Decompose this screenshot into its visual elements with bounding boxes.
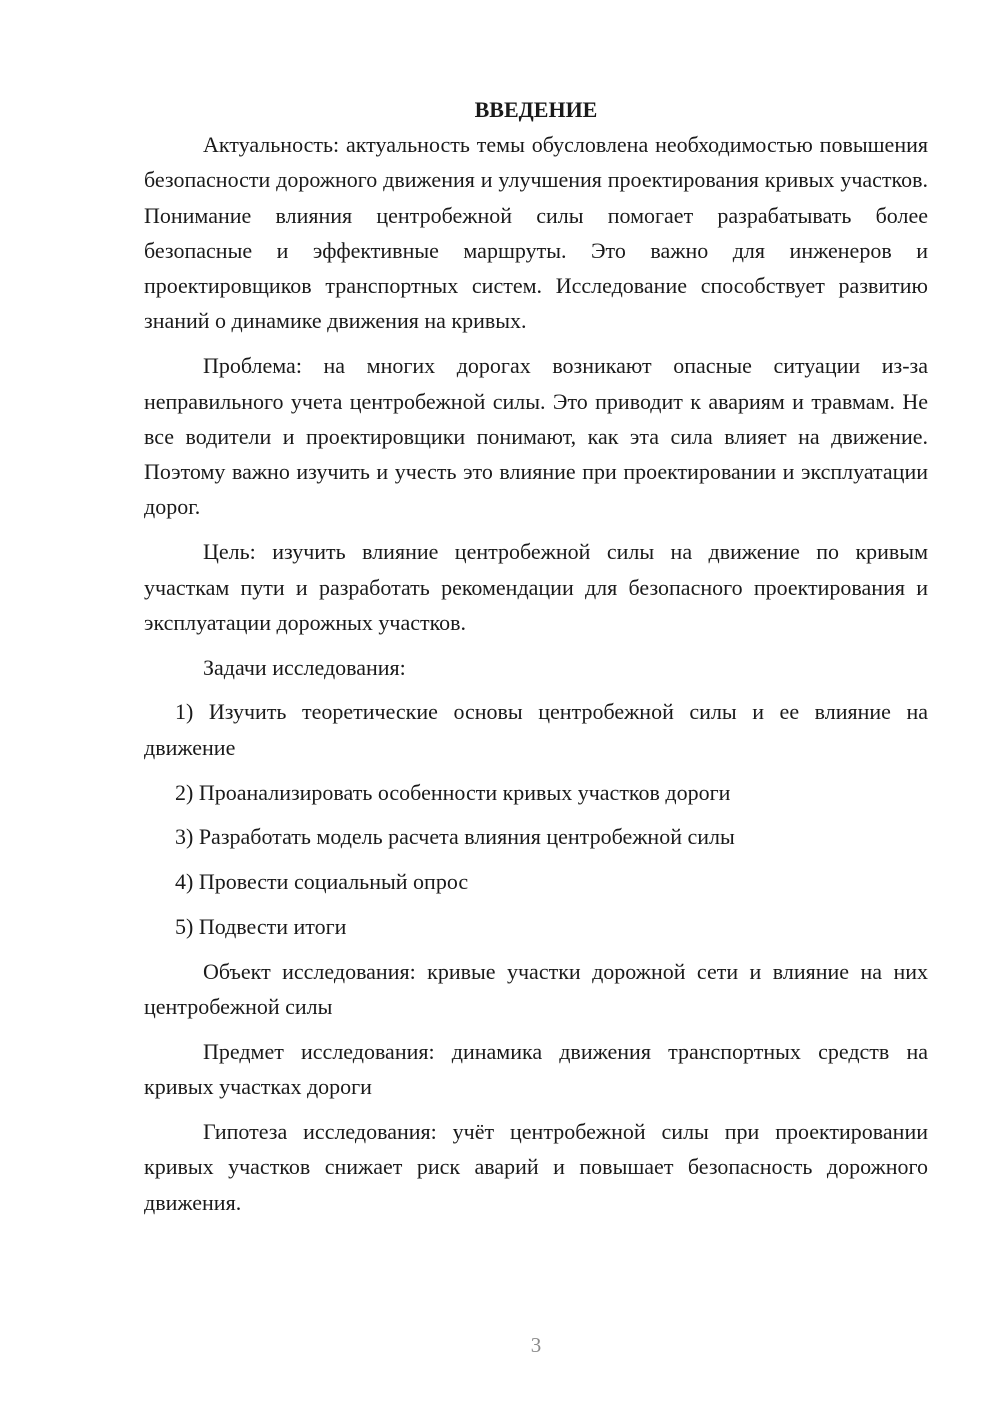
task-item-1: 1) Изучить теоретические основы центробежной силы и ее влияние на движение <box>144 699 928 760</box>
paragraph-relevance: Актуальность: актуальность темы обусловлена необходимостью повышения безопасности дорожного движения и улучшения проектирования кривых участков. Понимание влияния центробежной силы помогает разрабатывать более безопасные и эффективные маршруты. Это важно для инженеров и проектировщиков транспортных систем. Исследование способствует развитию знаний о динамике движения на кривых. <box>144 132 928 334</box>
document-page <box>144 92 928 1229</box>
paragraph-hypothesis: Гипотеза исследования: учёт центробежной силы при проектировании кривых участков снижает риск аварий и повышает безопасность дорожного движения. <box>144 1118 928 1215</box>
task-item-4: 4) Провести социальный опрос <box>175 869 469 895</box>
task-item-5: 5) Подвести итоги <box>175 913 347 939</box>
tasks-title: Задачи исследования: <box>203 654 406 680</box>
task-item-2: 2) Проанализировать особенности кривых участков дороги <box>175 779 731 805</box>
paragraph-subject: Предмет исследования: динамика движения транспортных средств на кривых участках дороги <box>144 1038 928 1100</box>
paragraph-problem: Проблема: на многих дорогах возникают опасные ситуации из-за неправильного учета центробежной силы. Это приводит к авариям и травмам. Не все водители и проектировщики понимают, как эта сила влияет на движение. Поэтому важно изучить и учесть это влияние при проектировании и эксплуатации дорог. <box>144 353 928 520</box>
section-heading: ВВЕДЕНИЕ <box>474 97 598 122</box>
paragraph-object: Объект исследования: кривые участки дорожной сети и влияние на них центробежной силы <box>144 958 928 1020</box>
task-item-3: 3) Разработать модель расчета влияния центробежной силы <box>175 824 735 850</box>
paragraph-goal: Цель: изучить влияние центробежной силы на движение по кривым участкам пути и разработать рекомендации для безопасного проектирования и эксплуатации дорожных участков. <box>144 539 928 635</box>
page-number: 3 <box>530 1333 542 1357</box>
